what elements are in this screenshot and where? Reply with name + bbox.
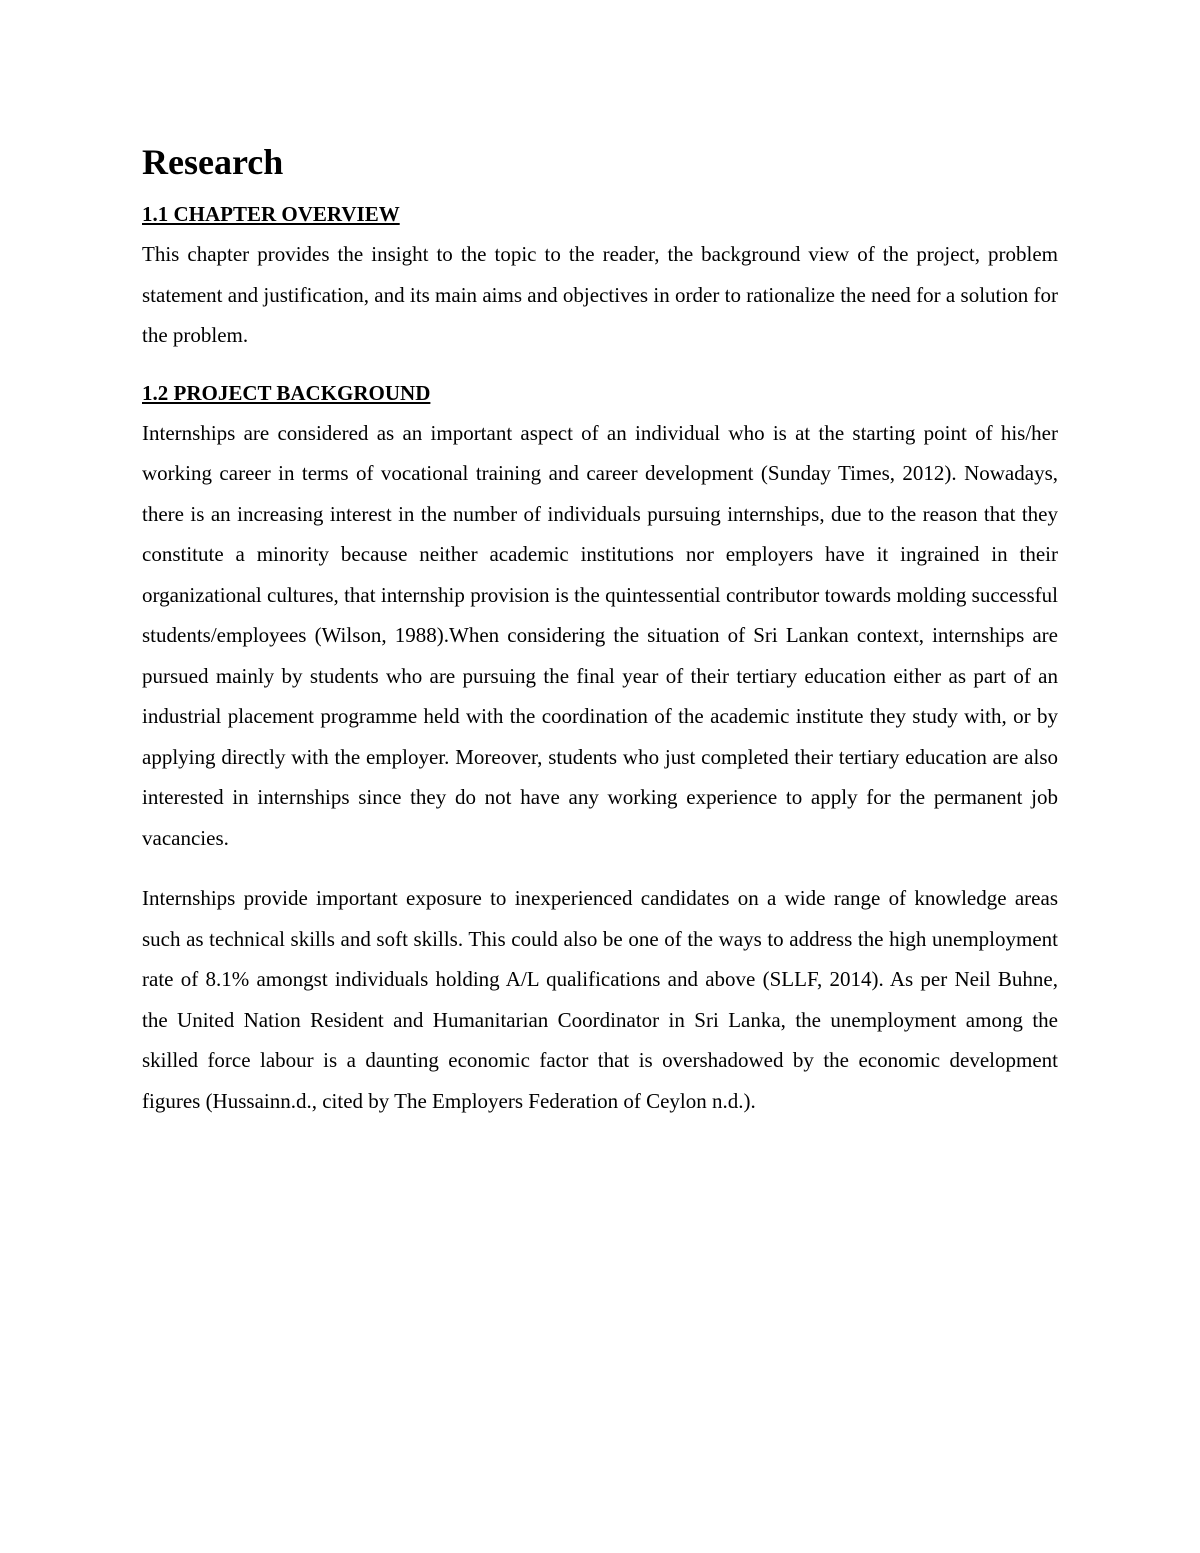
section-heading-chapter-overview: 1.1 CHAPTER OVERVIEW [142,202,400,226]
paragraph-project-background-1: Internships are considered as an important aspect of an individual who is at the starting point of his/her working career in terms of vocational training and career development (Sunday Times, 2012). Nowadays, there is an increasing interest in the number of individuals pursuing internships, due to the reason that they constitute a minority because neither academic institutions nor employers have it ingrained in their organizational cultures, that internship provision is the quintessential contributor towards molding successful students/employees (Wilson, 1988).When considering the situation of Sri Lankan context, internships are pursued mainly by students who are pursuing the final year of their tertiary education either as part of an industrial placement programme held with the coordination of the academic institute they study with, or by applying directly with the employer. Moreover, students who just completed their tertiary education are also interested in internships since they do not have any working experience to apply for the permanent job vacancies. [142,420,1058,850]
section-heading-project-background: 1.2 PROJECT BACKGROUND [142,380,431,405]
document-page [142,140,1058,1121]
document-title: Research [142,142,284,182]
paragraph-chapter-overview: This chapter provides the insight to the topic to the reader, the background view of the project, problem statement and justification, and its main aims and objectives in order to rationalize the need for a solution for the problem. [142,242,1058,347]
paragraph-project-background-2: Internships provide important exposure to inexperienced candidates on a wide range of knowledge areas such as technical skills and soft skills. This could also be one of the ways to address the high unemployment rate of 8.1% amongst individuals holding A/L qualifications and above (SLLF, 2014). As per Neil Buhne, the United Nation Resident and Humanitarian Coordinator in Sri Lanka, the unemployment among the skilled force labour is a daunting economic factor that is overshadowed by the economic development figures (Hussainn.d., cited by The Employers Federation of Ceylon n.d.). [142,886,1058,1113]
